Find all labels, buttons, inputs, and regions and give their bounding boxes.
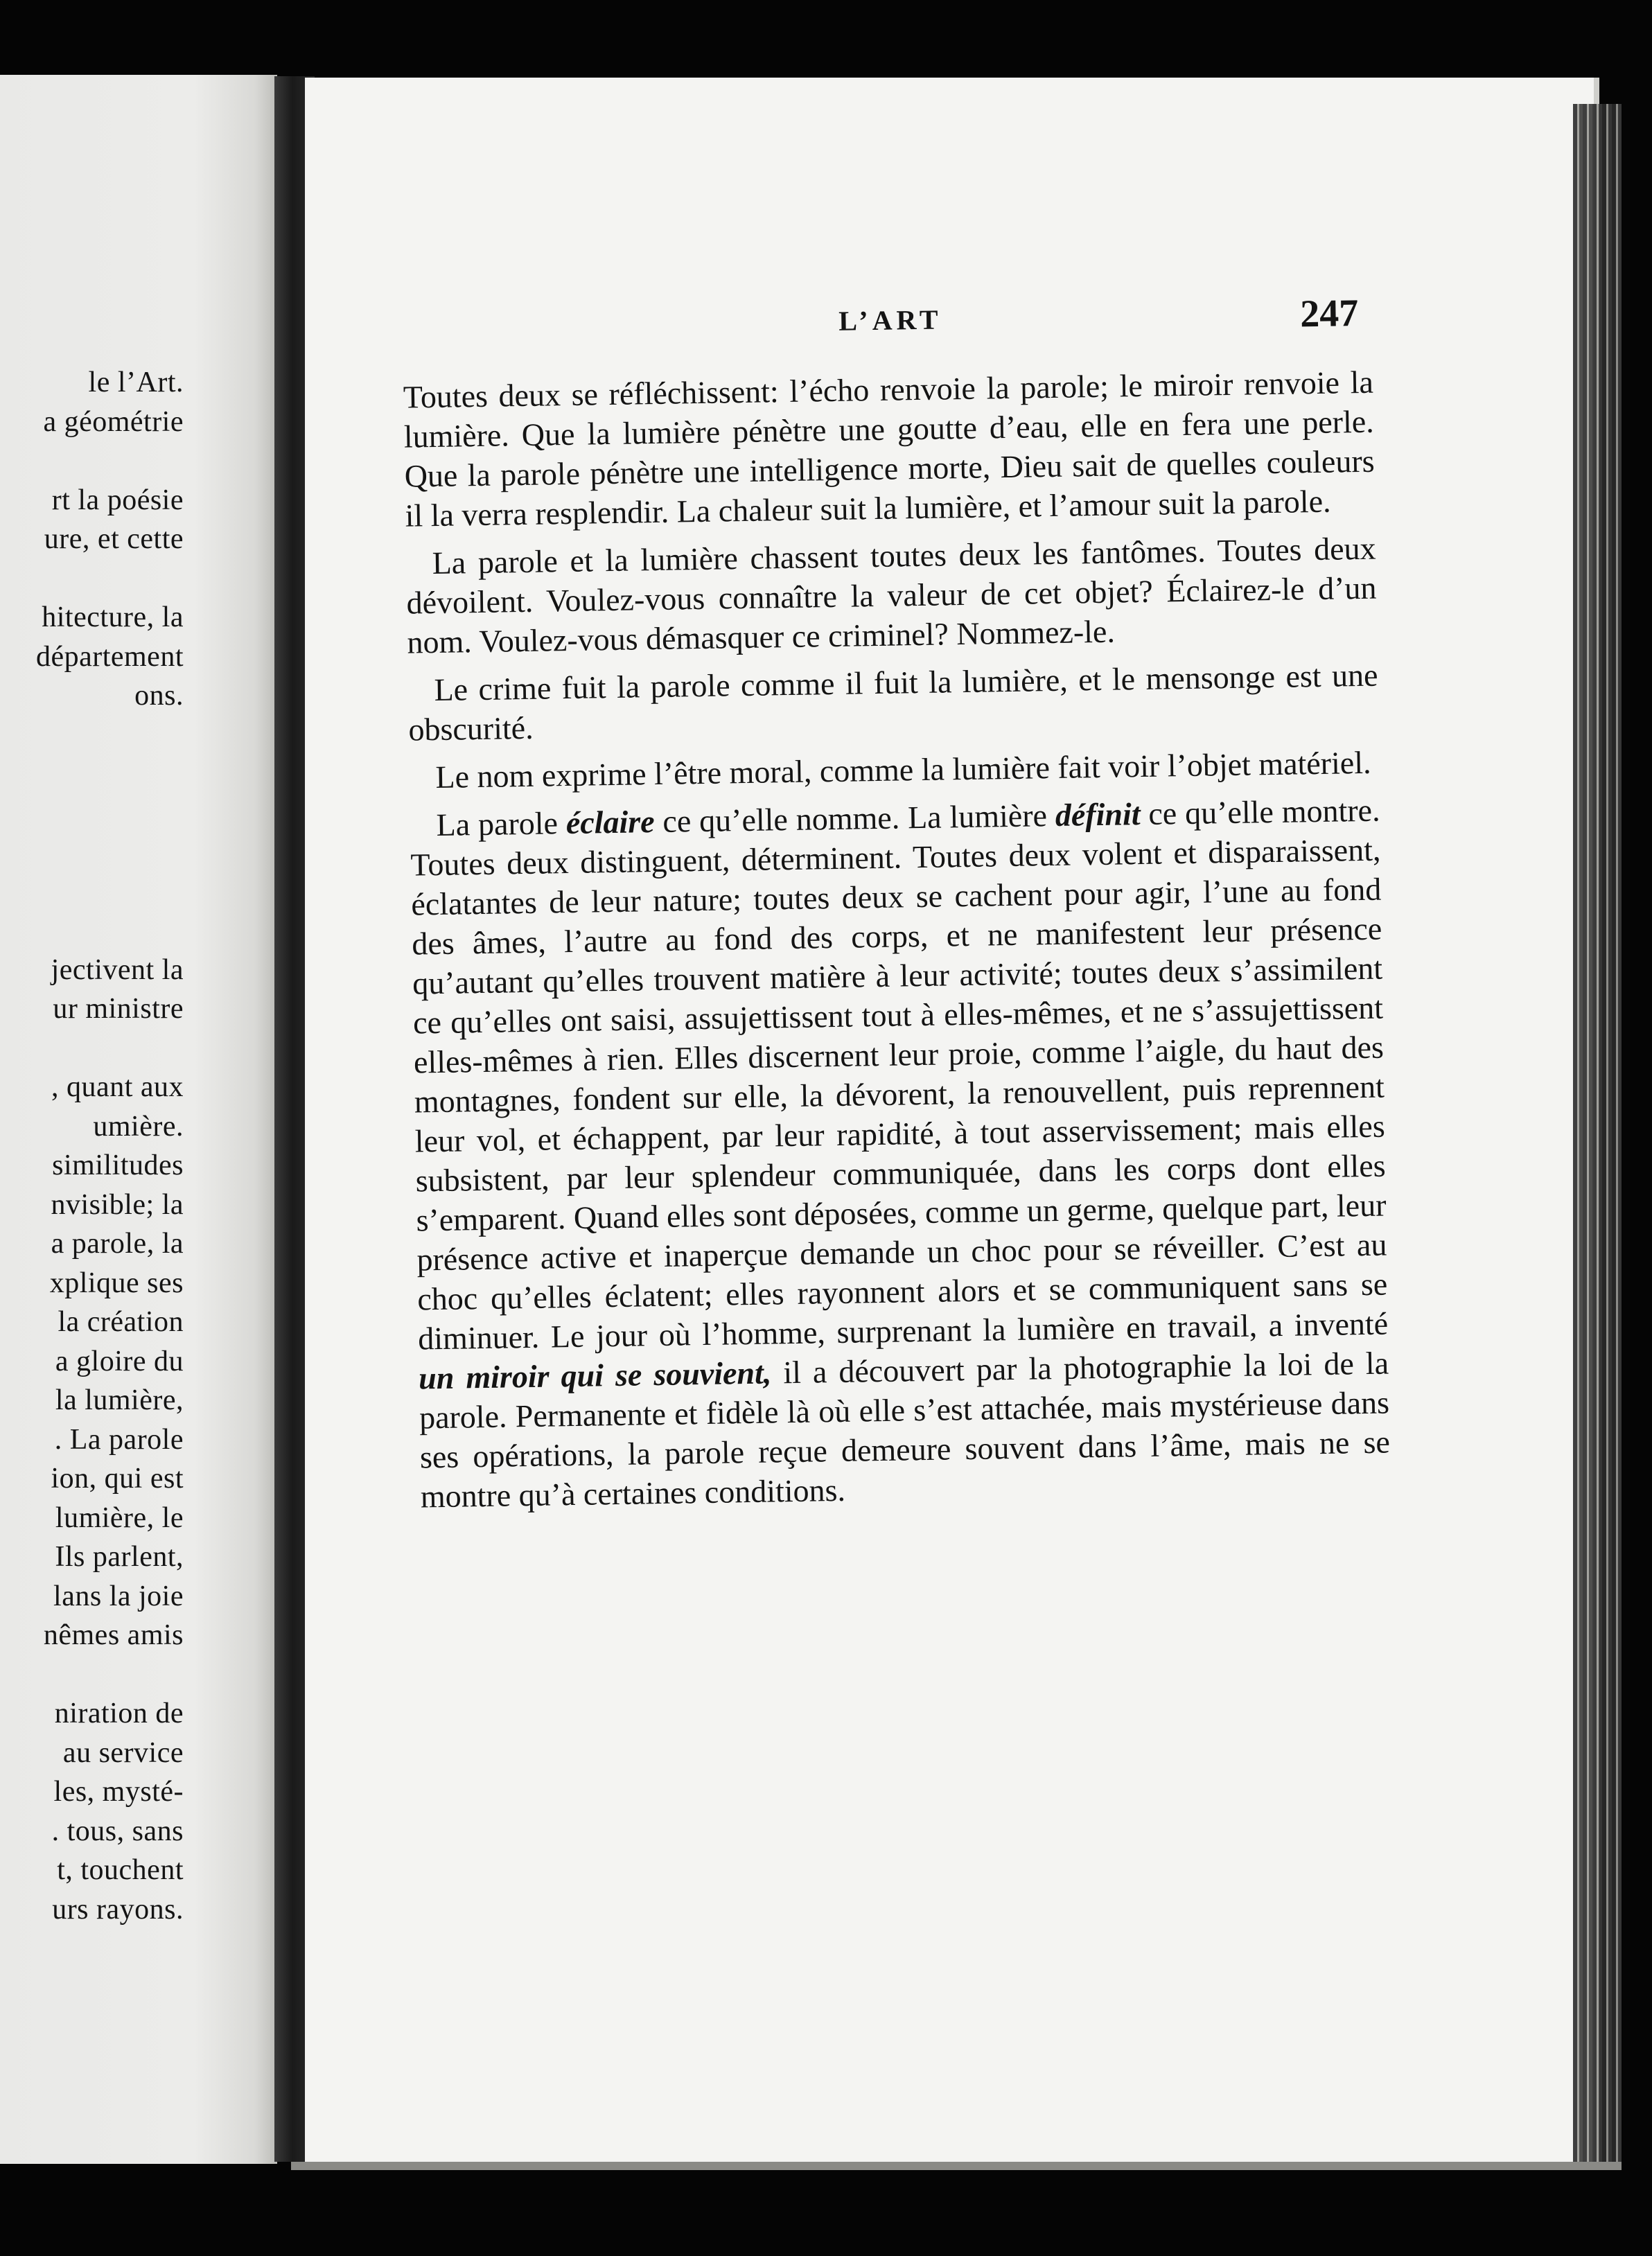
left-page-line: au service (62, 1736, 184, 1769)
left-page-line: la création (58, 1306, 184, 1338)
left-page-line: similitudes (52, 1149, 184, 1181)
paragraph: Le crime fuit la parole comme il fuit la lumière, et le mensonge est une obscurité. (408, 657, 1378, 748)
left-page-line: a parole, la (51, 1228, 184, 1260)
left-page-line: nêmes amis (43, 1619, 184, 1651)
page-edges (1573, 104, 1622, 2162)
italic-phrase: un miroir qui se souvient, (418, 1355, 772, 1396)
left-page-line: ons. (134, 680, 184, 712)
running-head: L’ART (838, 303, 942, 337)
body-text (403, 362, 1391, 1525)
left-page-line: les, mysté- (53, 1776, 184, 1808)
left-page-line: a géométrie (43, 405, 184, 438)
paragraph-segment: il a découvert par la photographie la loi de la parole. Permanente et fidèle là où elle s’est attachée, mais mystérieuse dans ses opérations, la parole reçue demeure souvent dans l’âme, mais ne se montre qu’à certaines conditions. (419, 1345, 1391, 1515)
left-page-line: lans la joie (53, 1580, 184, 1612)
left-page-line: niration de (54, 1698, 184, 1729)
paragraph: Toutes deux se réfléchissent: l’écho renvoie la parole; le miroir renvoie la lumière. Que la lumière pénètre une goutte d’eau, elle en fera une perle. Que la parole pénètre une intelligence morte, Dieu sait de quelles couleurs il la verra resplendir. La chaleur suit la lumière, et l’amour suit la parole. (403, 364, 1375, 534)
left-page-line: nvisible; la (51, 1188, 184, 1221)
paragraph: La parole et la lumière chassent toutes deux les fantômes. Toutes deux dévoilent. Voulez-vous connaître la valeur de cet objet? Éclairez-le d’un nom. Voulez-vous démasquer ce criminel? Nommez-le. (406, 530, 1377, 660)
left-page-line: urs rayons. (52, 1893, 184, 1925)
left-page-line: Ils parlent, (55, 1541, 184, 1573)
page-bottom-edge (291, 2162, 1622, 2170)
left-page-line: rt la poésie (51, 484, 184, 516)
left-page-line: . La parole (54, 1423, 184, 1456)
left-page-line: xplique ses (49, 1267, 184, 1299)
left-page-line: jectivent la (51, 953, 184, 986)
italic-term: éclaire (565, 804, 655, 841)
left-page (0, 75, 277, 2164)
left-page-line: ur ministre (53, 993, 184, 1025)
left-page-line: umière. (93, 1110, 184, 1143)
italic-term: définit (1055, 796, 1141, 833)
left-page-line: a gloire du (55, 1345, 184, 1377)
left-page-line: département (35, 640, 184, 673)
left-page-line: la lumière, (55, 1384, 184, 1416)
paragraph-segment: ce qu’elle montre. Toutes deux distinguent, déterminent. Toutes deux volent et disparaissent, éclatantes de leur nature; toutes deux se cachent pour agir, l’une au fond des âmes, l’autre au fond des corps, et ne manifestent leur présence qu’autant qu’elles trouvent matière à leur activité; toutes deux s’assimilent ce qu’elles ont saisi, assujettissent tout à elles-mêmes, et ne s’assujettissent elles-mêmes à rien. Elles discernent leur proie, comme l’aigle, du haut des montagnes, fondent sur elle, la dévorent, la renouvellent, puis reprennent leur vol, et échappent, par leur rapidité, à tout asservissement; mais elles subsistent, par leur splendeur communiquée, dans les corps dont elles s’emparent. Quand elles sont déposées, comme un germe, quelque part, leur présence active et inaperçue demande un choc pour se réveiller. C’est au choc qu’elles éclatent; elles rayonnent alors et se communiquent sans se diminuer. Le jour où l’homme, surprenant la lumière en travail, a inventé (410, 792, 1389, 1357)
paragraph (410, 791, 1391, 1517)
paragraph-segment: La parole (436, 805, 567, 843)
left-page-line: hitecture, la (42, 601, 184, 633)
left-page-line: ure, et cette (44, 523, 184, 555)
left-page-line: , quant aux (51, 1071, 184, 1103)
paragraph-segment: ce qu’elle nomme. La lumière (654, 797, 1056, 840)
left-page-line: t, touchent (57, 1854, 184, 1886)
left-page-line: . tous, sans (51, 1815, 184, 1847)
page-number: 247 (1299, 292, 1359, 336)
paragraph: Le nom exprime l’être moral, comme la lumière fait voir l’objet matériel. (435, 744, 1371, 795)
left-page-line: lumière, le (55, 1501, 184, 1534)
left-page-line: le l’Art. (88, 367, 184, 398)
left-page-line: ion, qui est (51, 1463, 184, 1495)
